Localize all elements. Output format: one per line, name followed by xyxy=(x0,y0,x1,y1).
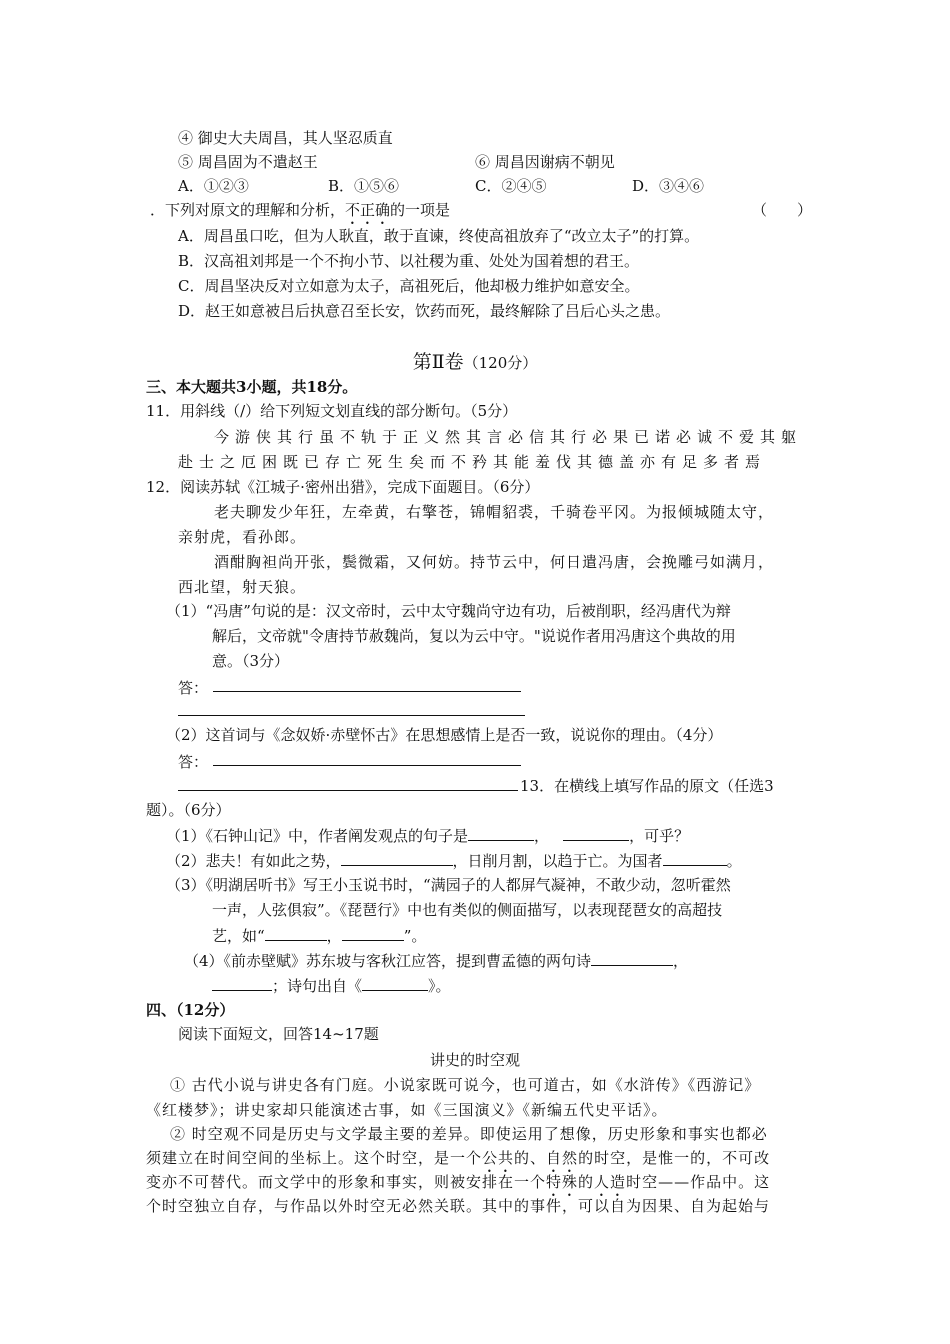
section4-intro: 阅读下面短文，回答14~17题 xyxy=(178,1025,379,1043)
q12-sub2-answer-line1[interactable] xyxy=(213,765,521,766)
q13-item1-text: （1）《石钟山记》中，作者阐发观点的句子是 xyxy=(166,827,469,845)
q13-item4-line2 xyxy=(212,975,451,996)
article-p2-emphasis-special: 特殊 xyxy=(546,1173,579,1191)
section4-heading: 四、（12分） xyxy=(146,1001,235,1019)
q11-text-line2: 赴士之厄困既已存亡死生矣而不矜其能羞伐其德盖亦有足多者焉 xyxy=(178,453,767,471)
q12-poem-line4: 西北望，射天狼。 xyxy=(178,578,307,596)
article-p2-line2-post: 的时空，是惟一的，不可改 xyxy=(578,1149,771,1167)
q10-option-c: C．周昌坚决反对立如意为太子，高祖死后，他却极力维护如意安全。 xyxy=(178,277,640,295)
q13-item2-end: 。 xyxy=(726,852,742,870)
q12-sub1-line2: 解后，文帝就"令唐持节赦魏尚，复以为云中守。"说说作者用冯唐这个典故的用 xyxy=(212,627,736,645)
q13-item3-line2: 一声，人弦俱寂”。《琵琶行》中也有类似的侧面描写，以表现琵琶女的高超技 xyxy=(212,901,723,919)
q12-sub1-line1: （1）“冯唐”句说的是：汉文帝时，云中太守魏尚守边有功，后被削职，经冯唐代为辩 xyxy=(166,602,731,620)
q13-item4-sep: ， xyxy=(673,952,689,970)
q13-stem-line2: 题）。（6分） xyxy=(146,801,231,819)
q9-option-4: ④ 御史大夫周昌，其人坚忍质直 xyxy=(178,129,393,147)
article-p1-line2: 《红楼梦》；讲史家却只能演述古事，如《三国演义》《新编五代史平话》。 xyxy=(146,1101,668,1119)
part2-title xyxy=(0,350,950,375)
q12-poem-line2: 亲射虎，看孙郎。 xyxy=(178,528,307,546)
q10-answer-bracket: （ ） xyxy=(752,201,813,219)
section3-heading: 三、本大题共3小题，共18分。 xyxy=(146,378,358,396)
q13-item2-blank2[interactable] xyxy=(663,850,727,866)
q13-item4-line1 xyxy=(184,950,688,971)
q10-stem-emphasis: 不正确 xyxy=(345,201,391,219)
q11-text-line1: 今游侠其行虽不轨于正义然其言必信其行必果已诺必诚不爱其躯 xyxy=(214,428,803,446)
q13-item3-end: ”。 xyxy=(403,927,427,945)
article-p2-line2-mid: 的、 xyxy=(514,1149,547,1167)
q9-option-6: ⑥ 周昌因谢病不朝见 xyxy=(475,153,615,171)
part2-title-text: 第Ⅱ卷 xyxy=(412,351,464,373)
q13-item1-blank1[interactable] xyxy=(468,825,534,841)
article-title: 讲史的时空观 xyxy=(429,1051,520,1069)
q10-option-b: B．汉高祖刘邦是一个不拘小节、以社稷为重、处处为国着想的君王。 xyxy=(178,252,640,270)
q12-sub1-answer-line1[interactable] xyxy=(213,691,521,692)
q9-option-5: ⑤ 周昌固为不遣赵王 xyxy=(178,153,318,171)
q13-item1-blank2[interactable] xyxy=(563,825,629,841)
part2-score: （120分） xyxy=(463,354,538,372)
q13-item4-source: ；诗句出自《 xyxy=(272,977,363,995)
q13-item3-sep: ， xyxy=(326,927,342,945)
q10-stem xyxy=(150,200,450,228)
q13-item4-blank2[interactable] xyxy=(212,975,272,991)
q12-poem-line1: 老夫聊发少年狂，左牵黄，右擎苍，锦帽貂裘，千骑卷平冈。为报倾城随太守， xyxy=(214,503,775,521)
q12-sub2-answer-line2[interactable] xyxy=(178,790,518,791)
q13-item1 xyxy=(166,825,689,846)
article-p2-line3-post: 时空——作品中。这 xyxy=(626,1173,771,1191)
q13-item1-end: ，可乎？ xyxy=(629,827,690,845)
article-p2-line2-pre: 须建立在时间空间的坐标上。这个时空，是一个 xyxy=(146,1149,483,1167)
q13-item3-line3 xyxy=(212,925,426,946)
q13-item2-blank1[interactable] xyxy=(341,850,453,866)
article-p1-line1: ① 古代小说与讲史各有门庭。小说家既可说今，也可道古，如《水浒传》《西游记》 xyxy=(170,1076,761,1094)
q9-choice-c: C．②④⑤ xyxy=(475,177,547,195)
q13-item4-text: （4）《前赤壁赋》苏东坡与客秋江应答，提到曹孟德的两句诗 xyxy=(184,952,592,970)
q12-stem: 12．阅读苏轼《江城子·密州出猎》，完成下面题目。（6分） xyxy=(146,478,540,496)
q12-sub1-answer-line2[interactable] xyxy=(178,715,525,716)
q12-sub2-answer-label: 答： xyxy=(178,753,209,771)
q13-item3-line1: （3）《明湖居听书》写王小玉说书时，“满园子的人都屏气凝神，不敢少动，忽听霍然 xyxy=(166,876,731,894)
q13-item2-text: （2）悲夫！有如此之势， xyxy=(166,852,341,870)
article-p2-line3-pre: 变亦不可替代。而文学中的形象和事实，则被安排在一个 xyxy=(146,1173,547,1191)
q9-choice-b: B．①⑤⑥ xyxy=(328,177,400,195)
q13-item4-blank3[interactable] xyxy=(362,975,428,991)
article-p2-line3-mid: 的 xyxy=(578,1173,595,1191)
q12-sub1-answer-label: 答： xyxy=(178,679,209,697)
q13-item2 xyxy=(166,850,742,871)
article-p2-line4: 个时空独立自存，与作品以外时空无必然关联。其中的事件，可以自为因果、自为起始与 xyxy=(146,1197,771,1215)
q13-item3-text: 艺，如“ xyxy=(212,927,265,945)
q9-choice-d: D．③④⑥ xyxy=(632,177,705,195)
q10-option-d: D．赵王如意被吕后执意召至长安，饮药而死，最终解除了吕后心头之患。 xyxy=(178,302,671,320)
q13-item4-end: 》。 xyxy=(428,977,451,995)
q10-stem-post: 的一项是 xyxy=(390,201,451,219)
q12-poem-line3: 酒酣胸袒尚开张，鬓微霜，又何妨。持节云中，何日遣冯唐，会挽雕弓如满月， xyxy=(214,553,775,571)
article-p2-emphasis-artificial: 人造 xyxy=(594,1173,627,1191)
q9-choice-a: A．①②③ xyxy=(178,177,249,195)
article-p2-emphasis-public: 公共 xyxy=(482,1149,515,1167)
q12-sub1-line3: 意。（3分） xyxy=(212,652,290,670)
q11-stem: 11．用斜线（/）给下列短文划直线的部分断句。（5分） xyxy=(146,402,518,420)
q13-stem-line1: 13．在横线上填写作品的原文（任选3 xyxy=(520,777,774,795)
q13-item2-mid: ，日削月割，以趋于亡。为国者 xyxy=(452,852,663,870)
q13-item4-blank1[interactable] xyxy=(591,950,673,966)
q13-item3-blank1[interactable] xyxy=(265,925,327,941)
article-p2-line1: ② 时空观不同是历史与文学最主要的差异。即使运用了想像，历史形象和事实也都必 xyxy=(170,1125,768,1143)
q13-item1-sep: ， xyxy=(534,827,550,845)
q13-item3-blank2[interactable] xyxy=(342,925,404,941)
q10-option-a: A．周昌虽口吃，但为人耿直，敢于直谏，终使高祖放弃了“改立太子”的打算。 xyxy=(178,227,700,245)
article-p2-emphasis-natural: 自然 xyxy=(546,1149,579,1167)
q12-sub2: （2）这首词与《念奴娇·赤壁怀古》在思想感情上是否一致，说说你的理由。（4分） xyxy=(166,726,723,744)
q10-stem-pre: ．下列对原文的理解和分析， xyxy=(150,201,346,219)
